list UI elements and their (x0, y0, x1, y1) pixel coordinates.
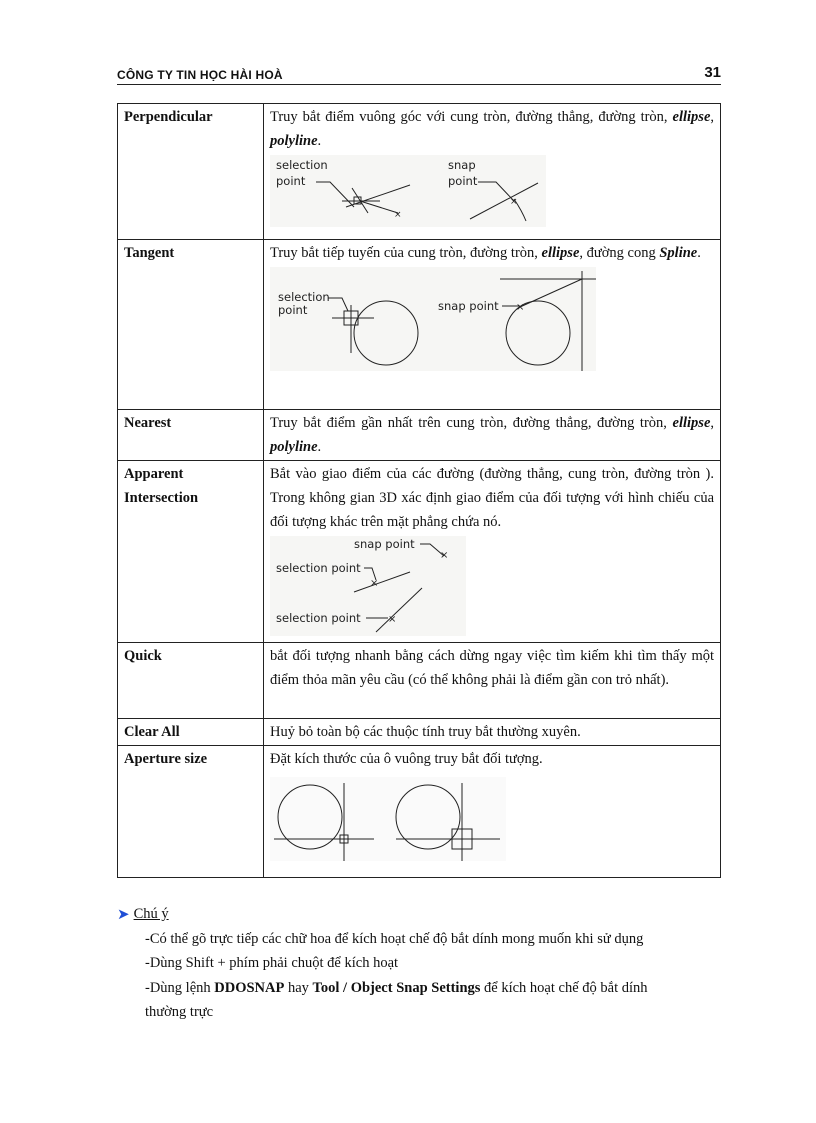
desc-emphasis: polyline (270, 439, 318, 455)
fig-label: point (448, 174, 478, 188)
term-cell: Nearest (118, 410, 264, 461)
note-heading (117, 902, 721, 927)
term-line: Apparent (124, 466, 184, 482)
fig-label: selection (276, 158, 328, 172)
arrow-bullet-icon: ➤ (117, 905, 130, 923)
desc-emphasis: ellipse (672, 415, 711, 431)
desc-text: Truy bắt điểm vuông góc với cung tròn, đường thẳng, đường tròn, (270, 109, 668, 125)
table-row (118, 240, 721, 410)
table-row (118, 410, 721, 461)
note-line: thường trực (145, 1004, 214, 1020)
note-text: để kích hoạt chế độ bắt dính (480, 979, 648, 996)
company-name: CÔNG TY TIN HỌC HÀI HOÀ (117, 68, 283, 82)
desc-text: Truy bắt tiếp tuyến của cung tròn, đường tròn, (270, 245, 542, 261)
desc-text: Bắt vào giao điểm của các đường (đường thẳng, cung tròn, đường tròn ). Trong không gian 3D xác định giao điểm của đối tượng với hình chiếu của đối tượng khác trên mặt phẳng chứa nó. (270, 466, 714, 530)
term-cell: Clear All (118, 719, 264, 746)
x-mark: × (516, 302, 525, 313)
term-cell: Tangent (118, 240, 264, 410)
term-line: Intersection (124, 490, 199, 506)
desc-text: Truy bắt điểm gần nhất trên cung tròn, đường thẳng, đường tròn, (270, 415, 667, 431)
fig-label: selection point (276, 611, 361, 625)
table-row (118, 746, 721, 878)
fig-label: selection (278, 290, 330, 304)
fig-label: snap point (354, 537, 415, 551)
note-section (117, 902, 721, 1025)
term-cell: Quick (118, 643, 264, 719)
desc-emphasis: ellipse (541, 245, 580, 261)
note-title: Chú ý (133, 906, 169, 922)
apparent-intersection-figure (270, 536, 466, 636)
osnap-table (117, 103, 721, 878)
x-mark: × (388, 614, 397, 625)
fig-label: point (276, 174, 306, 188)
term-cell: Perpendicular (118, 104, 264, 240)
desc-cell (264, 104, 721, 240)
term-cell: Aperture size (118, 746, 264, 878)
tangent-figure (270, 267, 596, 371)
note-line: -Dùng Shift + phím phải chuột để kích hoạt (145, 955, 399, 971)
x-mark: × (510, 197, 518, 207)
x-mark: × (440, 550, 449, 561)
note-text: hay (284, 979, 313, 996)
desc-cell (264, 240, 721, 410)
desc-mid: , đường cong (579, 245, 656, 261)
desc-emphasis: polyline (270, 133, 318, 149)
menu-path: Tool / Object Snap Settings (312, 979, 481, 996)
term-cell (118, 461, 264, 643)
table-row (118, 104, 721, 240)
note-text: -Dùng lệnh (145, 979, 215, 996)
table-row (118, 719, 721, 746)
fig-label: snap (448, 158, 476, 172)
desc-sep: , (710, 109, 715, 125)
table-row (118, 643, 721, 719)
desc-text: Đặt kích thước của ô vuông truy bắt đối tượng. (270, 751, 543, 767)
desc-end: . (317, 439, 322, 455)
desc-cell: Huỷ bỏ toàn bộ các thuộc tính truy bắt thường xuyên. (264, 719, 721, 746)
fig-label: selection point (276, 561, 361, 575)
x-mark: × (370, 578, 379, 589)
aperture-figure (270, 777, 506, 861)
command-name: DDOSNAP (214, 979, 285, 996)
desc-emphasis: Spline (659, 245, 698, 261)
fig-label: point (278, 303, 308, 317)
desc-cell: bắt đối tượng nhanh bằng cách dừng ngay việc tìm kiếm khi tìm thấy một điểm thỏa mãn yêu cầu (có thể không phải là điểm gần con trỏ nhất). (264, 643, 721, 719)
desc-sep: , (710, 415, 715, 431)
fig-label: snap point (438, 299, 499, 313)
desc-emphasis: ellipse (672, 109, 711, 125)
desc-cell (264, 410, 721, 461)
page-header (117, 64, 721, 85)
table-row (118, 461, 721, 643)
desc-end: . (317, 133, 322, 149)
page-number: 31 (704, 64, 721, 81)
perpendicular-figure (270, 155, 546, 227)
x-mark: × (394, 210, 402, 220)
note-line (117, 976, 721, 1001)
note-line: -Có thể gõ trực tiếp các chữ hoa để kích hoạt chế độ bắt dính mong muốn khi sử dụng (145, 930, 644, 947)
desc-end: . (697, 245, 701, 261)
desc-cell (264, 746, 721, 878)
desc-cell (264, 461, 721, 643)
